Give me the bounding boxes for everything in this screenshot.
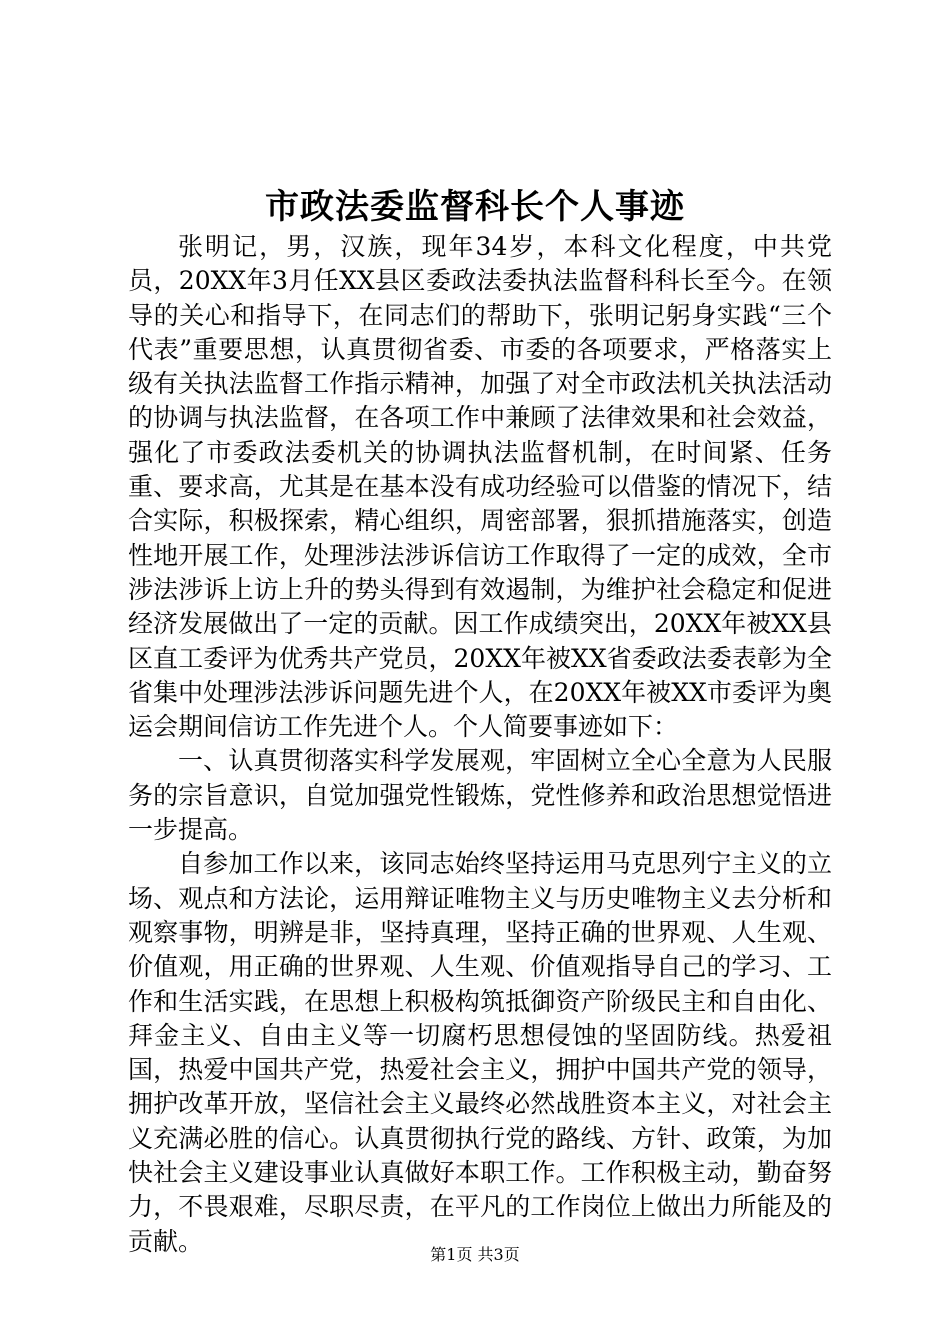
paragraph-section-heading-1: 一、认真贯彻落实科学发展观，牢固树立全心全意为人民服务的宗旨意识，自觉加强党性锻炼，党性修养和政治思想觉悟进一步提高。 [128,746,832,845]
paragraph-intro: 张明记，男，汉族，现年34岁，本科文化程度，中共党员，20XX年3月任XX县区委政法委执法监督科科长至今。在领导的关心和指导下，在同志们的帮助下，张明记躬身实践“三个代表”重要思想，认真贯彻省委、市委的各项要求，严格落实上级有关执法监督工作指示精神，加强了对全市政法机关执法活动的协调与执法监督，在各项工作中兼顾了法律效果和社会效益，强化了市委政法委机关的协调执法监督机制，在时间紧、任务重、要求高，尤其是在基本没有成功经验可以借鉴的情况下，结合实际，积极探索，精心组织，周密部署，狠抓措施落实，创造性地开展工作，处理涉法涉诉信访工作取得了一定的成效，全市涉法涉诉上访上升的势头得到有效遏制，为维护社会稳定和促进经济发展做出了一定的贡献。因工作成绩突出，20XX年被XX县区直工委评为优秀共产党员，20XX年被XX省委政法委表彰为全省集中处理涉法涉诉问题先进个人，在20XX年被XX市委评为奥运会期间信访工作先进个人。个人简要事迹如下： [128,232,832,742]
document-title: 市政法委监督科长个人事迹 [265,187,685,227]
page-number-footer: 第1页 共3页 [430,1245,520,1264]
paragraph-ideology: 自参加工作以来，该同志始终坚持运用马克思列宁主义的立场、观点和方法论，运用辩证唯物主义与历史唯物主义去分析和观察事物，明辨是非，坚持真理，坚持正确的世界观、人生观、价值观，用正确的世界观、人生观、价值观指导自己的学习、工作和生活实践，在思想上积极构筑抵御资产阶级民主和自由化、拜金主义、自由主义等一切腐朽思想侵蚀的坚固防线。热爱祖国，热爱中国共产党，热爱社会主义，拥护中国共产党的领导，拥护改革开放，坚信社会主义最终必然战胜资本主义，对社会主义充满必胜的信心。认真贯彻执行党的路线、方针、政策，为加快社会主义建设事业认真做好本职工作。工作积极主动，勤奋努力，不畏艰难，尽职尽责，在平凡的工作岗位上做出力所能及的贡献。 [128,849,832,1256]
document-body [128,230,832,1259]
